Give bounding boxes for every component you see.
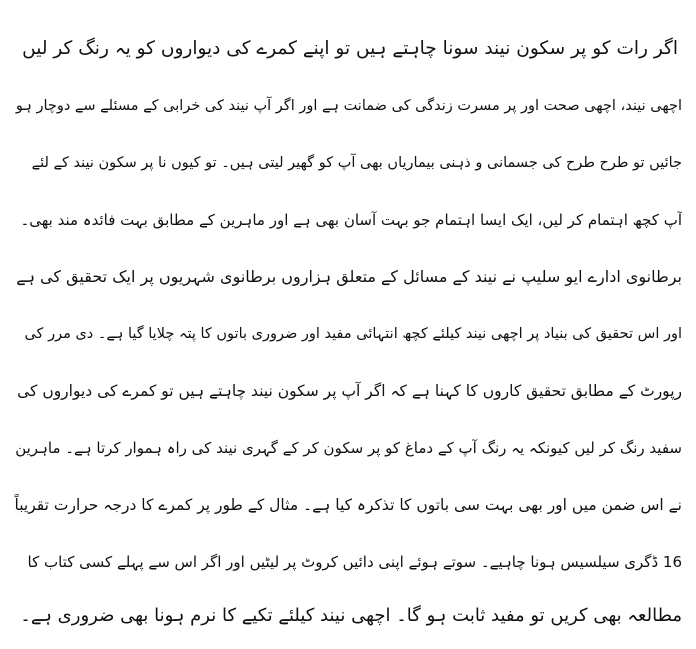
article-line: اور اس تحقیق کی بنیاد پر اچھی نیند کیلئے کچھ انتہائی مفید اور ضروری باتوں کا پتہ چلایا گیا ہے۔ دی مرر کی xyxy=(24,326,682,342)
article-line: اچھی نیند، اچھی صحت اور پر مسرت زندگی کی ضمانت ہے اور اگر آپ نیند کی خرابی کے مسئلے سے دوچار ہو xyxy=(15,98,682,114)
article-line: سفید رنگ کر لیں کیونکہ یہ رنگ آپ کے دماغ کو پر سکون کر کے گہری نیند کی راہ ہموار کرتا ہے۔ ماہرین xyxy=(15,439,682,457)
article-line: 16 ڈگری سیلسیس ہونا چاہیے۔ سوتے ہوئے اپنی دائیں کروٹ پر لیٹیں اور اگر اس سے پہلے کسی کتاب کا xyxy=(27,553,682,571)
article-title: اگر رات کو پر سکون نیند سونا چاہتے ہیں تو اپنے کمرے کی دیواروں کو یہ رنگ کر لیں xyxy=(22,38,678,59)
article-line: نے اس ضمن میں اور بھی بہت سی باتوں کا تذکرہ کیا ہے۔ مثال کے طور پر کمرے کا درجہ حرارت تقریباً xyxy=(14,496,682,514)
article-line: جائیں تو طرح طرح کی جسمانی و ذہنی بیماریاں بھی آپ کو گھیر لیتی ہیں۔ تو کیوں نا پر سکون نیند کے لئے xyxy=(31,155,682,171)
article-line: مطالعہ بھی کریں تو مفید ثابت ہو گا۔ اچھی نیند کیلئے تکیے کا نرم ہونا بھی ضروری ہے۔ xyxy=(20,605,682,626)
article-line: آپ کچھ اہتمام کر لیں، ایک ایسا اہتمام جو بہت آسان بھی ہے اور ماہرین کے مطابق بہت فائدہ مند بھی۔ xyxy=(20,211,682,229)
article-line: برطانوی ادارے ایو سلیپ نے نیند کے مسائل کے متعلق ہزاروں برطانوی شہریوں پر ایک تحقیق کی ہے xyxy=(16,267,682,286)
article-line: رپورٹ کے مطابق تحقیق کاروں کا کہنا ہے کہ اگر آپ پر سکون نیند چاہتے ہیں تو کمرے کی دیواروں کی xyxy=(17,382,682,400)
